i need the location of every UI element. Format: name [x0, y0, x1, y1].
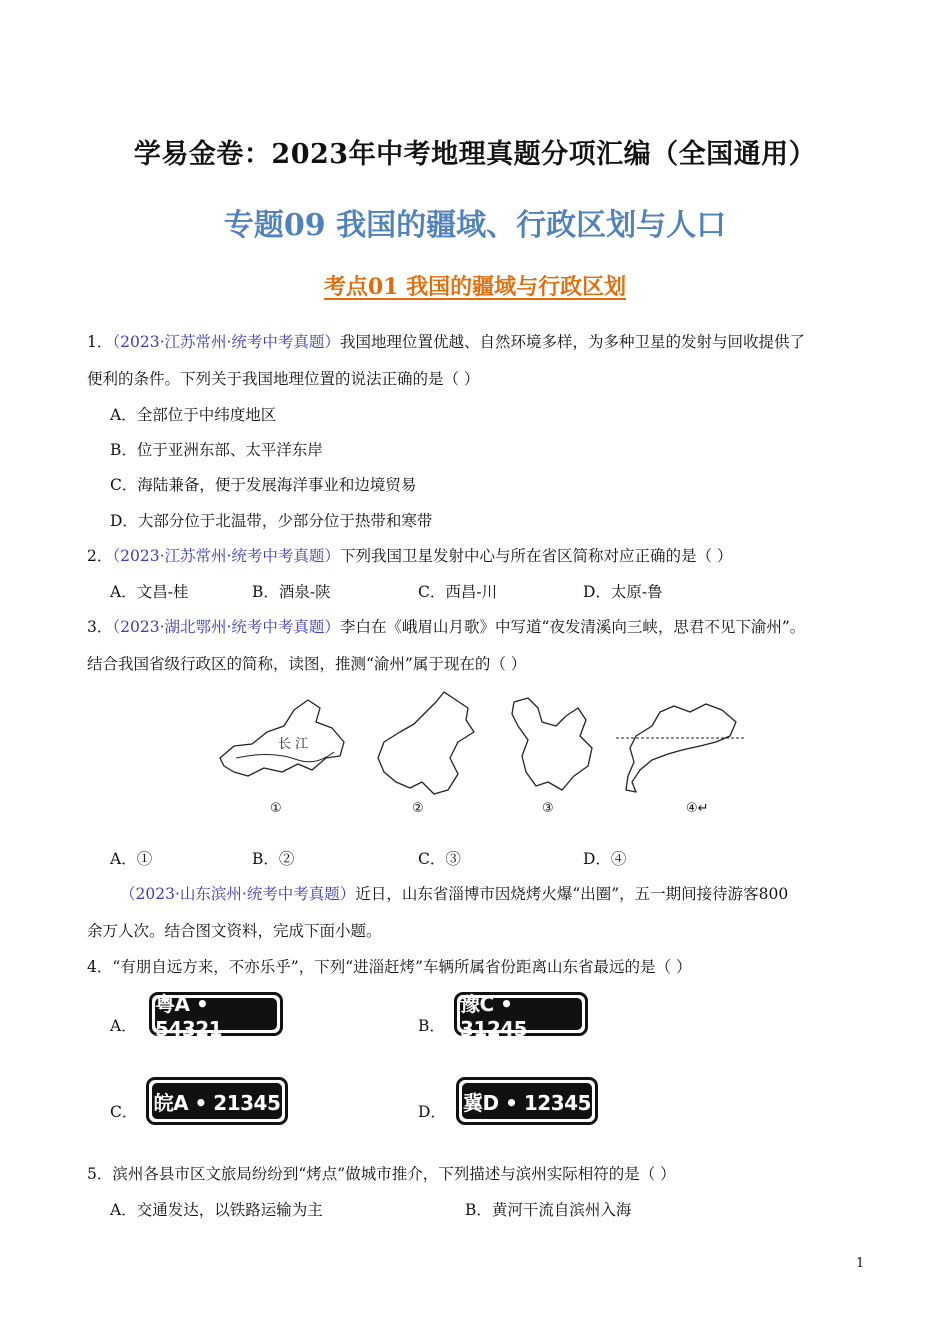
q1-option-b: B．位于亚洲东部、太平洋东岸	[110, 441, 323, 459]
map-1-river	[236, 752, 334, 762]
q2-option-b: B．酒泉-陕	[252, 583, 331, 601]
map-3-label: ③	[542, 801, 554, 816]
license-plate-c	[146, 1077, 288, 1125]
q2-option-c: C．西昌-川	[418, 583, 498, 601]
q1-line1	[87, 330, 805, 352]
intro-line1	[120, 882, 788, 904]
q3-text-line1: 李白在《峨眉山月歌》中写道“夜发清溪向三峡，思君不见下渝州”。	[339, 618, 806, 636]
section-title-text: 考点01 我国的疆域与行政区划	[323, 274, 627, 300]
q3-text-line2: 结合我国省级行政区的简称，读图，推测“渝州”属于现在的（ ）	[87, 655, 527, 673]
q4-option-c-label: C．	[110, 1103, 138, 1121]
q3-option-c: C．③	[418, 850, 461, 868]
page-number: 1	[856, 1256, 865, 1271]
q5-text: 5．滨州各县市区文旅局纷纷到“烤点”做城市推介，下列描述与滨州实际相符的是（ ）	[87, 1165, 676, 1183]
license-plate-b	[454, 991, 588, 1041]
q3-line1	[87, 615, 805, 637]
intro-source: （2023·山东滨州·统考中考真题）	[120, 885, 356, 903]
province-outlines	[212, 686, 752, 820]
q2-line	[87, 544, 732, 566]
license-plate-a	[149, 991, 283, 1041]
map-2-outline	[378, 692, 474, 794]
q3-number: 3．	[87, 618, 113, 636]
q4-option-a-label: A．	[110, 1017, 137, 1035]
plate-d-text: 冀D • 12345	[462, 1083, 592, 1119]
q1-number: 1．	[87, 333, 113, 351]
q2-option-a: A．文昌-桂	[110, 583, 189, 601]
province-maps-figure	[212, 686, 752, 820]
plate-b-text: 豫C • 31245	[460, 998, 582, 1030]
q3-option-d: D．④	[583, 850, 627, 868]
q1-option-d: D．大部分位于北温带，少部分位于热带和寒带	[110, 512, 433, 530]
q2-option-d: D．太原-鲁	[583, 583, 663, 601]
q4-text: 4．“有朋自远方来，不亦乐乎”，下列“进淄赶烤”车辆所属省份距离山东省最远的是（ ）	[87, 958, 692, 976]
map-1-river-label: 长 江	[278, 737, 309, 752]
map-1-label: ①	[270, 801, 282, 816]
q1-option-a: A．全部位于中纬度地区	[110, 406, 277, 424]
intro-text-line1: 近日，山东省淄博市因烧烤火爆“出圈”，五一期间接待游客800	[355, 885, 789, 903]
section-title	[0, 270, 950, 301]
q4-option-b-label: B．	[418, 1017, 445, 1035]
topic-title: 专题09 我国的疆域、行政区划与人口	[223, 208, 727, 243]
plate-a-text: 粤A • 54321	[155, 998, 277, 1030]
q4-option-d-label: D．	[418, 1103, 446, 1121]
q5-option-b: B．黄河干流自滨州入海	[465, 1201, 632, 1219]
q2-text: 下列我国卫星发射中心与所在省区简称对应正确的是（ ）	[339, 547, 733, 565]
map-2-label: ②	[412, 801, 424, 816]
license-plate-d	[456, 1077, 598, 1125]
map-4-outline	[626, 704, 736, 792]
q1-source: （2023·江苏常州·统考中考真题）	[112, 333, 340, 351]
map-4-label: ④↵	[686, 801, 709, 816]
q2-number: 2．	[87, 547, 113, 565]
q3-option-b: B．②	[252, 850, 295, 868]
q3-option-a: A．①	[110, 850, 153, 868]
document-title: 学易金卷：2023年中考地理真题分项汇编（全国通用）	[133, 139, 817, 170]
q3-source: （2023·湖北鄂州·统考中考真题）	[112, 618, 340, 636]
q5-option-a: A．交通发达，以铁路运输为主	[110, 1201, 323, 1219]
q1-text-line1: 我国地理位置优越、自然环境多样，为多种卫星的发射与回收提供了	[339, 333, 805, 351]
plate-c-text: 皖A • 21345	[152, 1083, 282, 1119]
map-3-outline	[512, 698, 592, 790]
q1-text-line2: 便利的条件。下列关于我国地理位置的说法正确的是（ ）	[87, 370, 480, 388]
intro-text-line2: 余万人次。结合图文资料，完成下面小题。	[87, 922, 382, 940]
q2-source: （2023·江苏常州·统考中考真题）	[112, 547, 340, 565]
q1-option-c: C．海陆兼备，便于发展海洋事业和边境贸易	[110, 476, 417, 494]
